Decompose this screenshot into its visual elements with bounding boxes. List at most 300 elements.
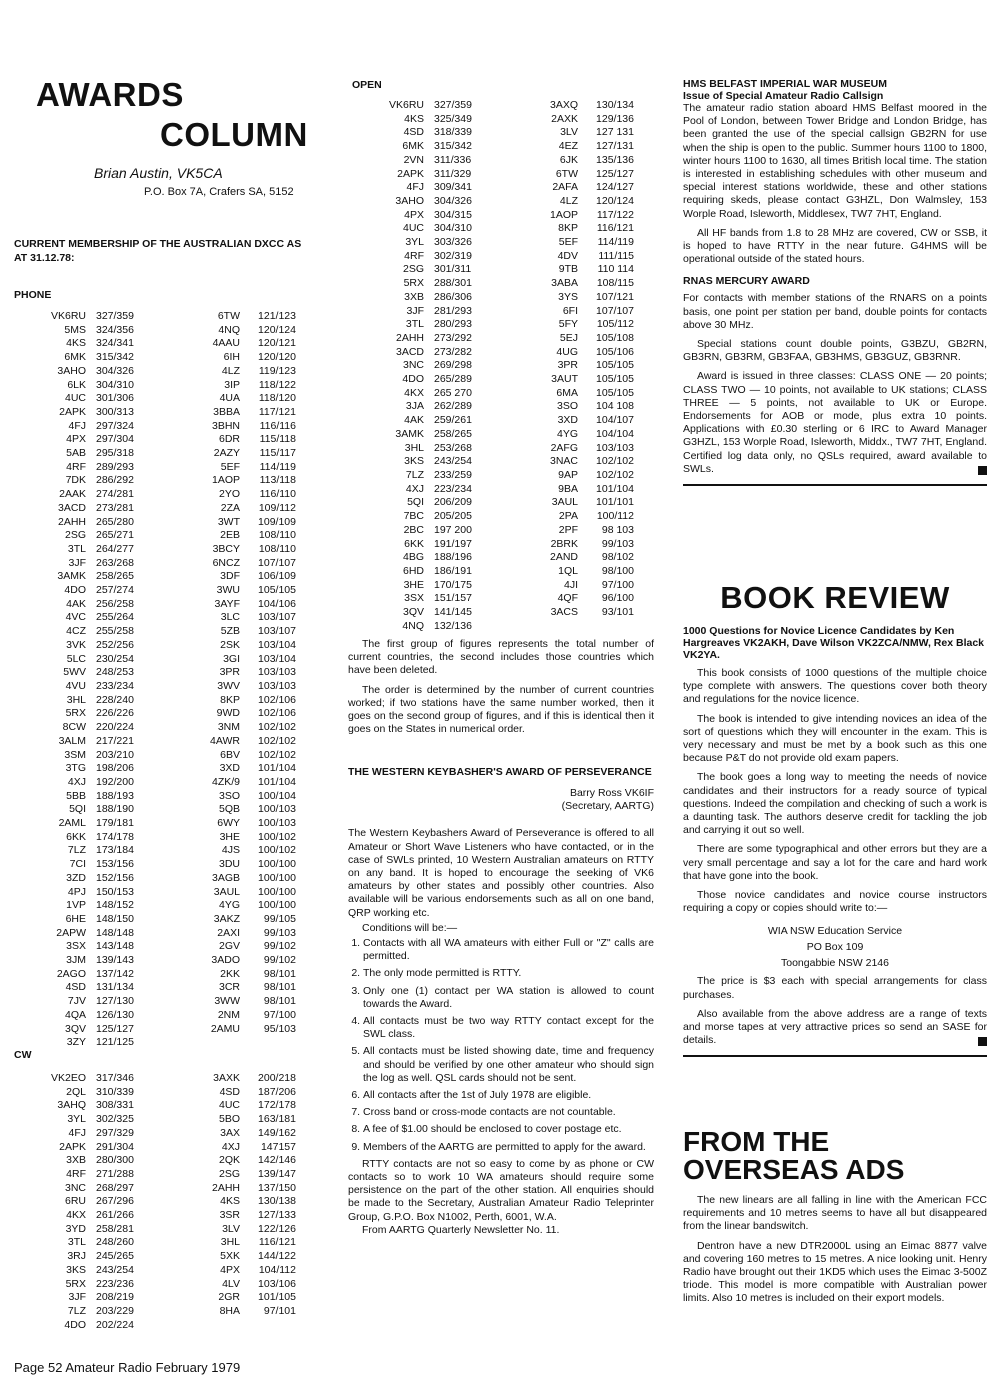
book-review-para-1: This book consists of 1000 questions of the multiple choice type complete with answers. The questions cover both theory and regulations for the novice licence. — [683, 667, 987, 706]
callsign-cell: 3QV — [402, 606, 424, 619]
callsign-cell: 3ACD — [395, 345, 424, 358]
score-cell: 131/134 — [96, 981, 134, 994]
score-cell: 228/240 — [96, 693, 134, 706]
callsign-cell: 2KK — [220, 967, 240, 980]
table-row — [30, 776, 296, 790]
callsign-cell: 4LZ — [559, 194, 578, 207]
book-review-title: BOOK REVIEW — [720, 580, 950, 615]
callsign-cell: 3NC — [402, 359, 424, 372]
score-cell: 107/107 — [258, 556, 296, 569]
table-row — [368, 113, 634, 127]
score-cell: 253/268 — [434, 441, 472, 454]
callsign-cell: 3HL — [220, 1236, 240, 1249]
score-cell: 324/341 — [96, 337, 134, 350]
table-row — [30, 913, 296, 927]
rnas-para-3 — [683, 370, 987, 476]
score-cell: 223/236 — [96, 1277, 134, 1290]
score-cell: 301/306 — [96, 392, 134, 405]
score-cell: 100/100 — [258, 871, 296, 884]
score-cell: 113/118 — [259, 474, 296, 487]
callsign-cell: 2NM — [217, 1008, 240, 1021]
callsign-cell: 4LV — [222, 1277, 240, 1290]
score-cell: 120/124 — [258, 323, 296, 336]
table-row — [368, 400, 634, 414]
callsign-cell: 2SG — [64, 529, 86, 542]
score-cell: 116/121 — [596, 222, 634, 235]
callsign-cell: 2AMU — [210, 1022, 240, 1035]
table-row — [30, 735, 296, 749]
callsign-cell: 5FY — [558, 318, 578, 331]
score-cell: 100/100 — [258, 885, 296, 898]
callsign-cell: 6JK — [559, 153, 578, 166]
callsign-cell: 3SR — [219, 1209, 240, 1222]
callsign-cell: 4PJ — [67, 885, 86, 898]
condition-item: 6. All contacts after the 1st of July 1978 are eligible. — [363, 1089, 654, 1102]
callsign-cell: 3BHN — [211, 419, 240, 432]
score-cell: 303/326 — [434, 236, 472, 249]
score-cell: 104/106 — [258, 597, 296, 610]
score-cell: 308/331 — [96, 1099, 134, 1112]
callsign-cell: 3NAC — [549, 455, 578, 468]
callsign-cell: 1VP — [66, 899, 86, 912]
score-cell: 148/148 — [96, 926, 134, 939]
callsign-cell: 3LC — [220, 611, 240, 624]
score-cell: 226/226 — [96, 707, 134, 720]
score-cell: 117/121 — [258, 405, 296, 418]
score-cell: 142/146 — [258, 1154, 296, 1167]
score-cell: 104 108 — [596, 400, 634, 413]
callsign-cell: 2SK — [220, 638, 240, 651]
score-cell: 105/108 — [596, 331, 634, 344]
overseas-ads-para-1: The new linears are all falling in line with the American FCC requirements and 10 metres seems to have all but disappeared from the linear bandswitch. — [683, 1194, 987, 1233]
open-heading: OPEN — [352, 79, 382, 91]
score-cell: 103/103 — [258, 679, 296, 692]
score-cell: 105/105 — [258, 584, 296, 597]
score-cell: 141/145 — [434, 606, 472, 619]
table-row — [30, 1182, 296, 1196]
callsign-cell — [182, 1036, 250, 1050]
table-row — [30, 392, 296, 406]
score-cell: 280/293 — [434, 318, 472, 331]
rnas-para-1: For contacts with member stations of the RNARS on a points basis, one point per station per band, double points for contacts above 30 MHz. — [683, 292, 987, 331]
score-cell: 187/206 — [258, 1085, 296, 1098]
score-cell: 264/277 — [96, 542, 134, 555]
score-cell: 297/329 — [96, 1126, 134, 1139]
table-row — [30, 981, 296, 995]
keybasher-author: Barry Ross VK6IF — [569, 787, 654, 799]
score-cell: 106/109 — [258, 570, 296, 583]
score-cell: 102/102 — [258, 748, 296, 761]
callsign-cell: 4QF — [557, 592, 578, 605]
score-cell: 122/126 — [258, 1222, 296, 1235]
table-row — [368, 579, 634, 593]
page-footer: Page 52 Amateur Radio February 1979 — [14, 1360, 241, 1375]
score-cell: 243/254 — [96, 1263, 134, 1276]
phone-heading: PHONE — [14, 289, 52, 301]
score-cell: 230/254 — [96, 652, 134, 665]
score-cell: 265/271 — [96, 529, 134, 542]
open-notes — [348, 638, 654, 736]
callsign-cell: 9AP — [558, 468, 578, 481]
table-row — [30, 653, 296, 667]
callsign-cell: 2YO — [218, 488, 240, 501]
table-row — [368, 250, 634, 264]
score-cell: 100/103 — [258, 817, 296, 830]
callsign-cell: 6TW — [555, 167, 578, 180]
score-cell: 108/115 — [596, 277, 634, 290]
callsign-cell: 3NM — [217, 721, 240, 734]
score-cell: 139/143 — [96, 954, 134, 967]
callsign-cell: 3AMK — [395, 427, 424, 440]
callsign-cell: 2AFA — [552, 181, 578, 194]
callsign-cell: 5RX — [65, 1277, 86, 1290]
score-cell: 208/219 — [96, 1291, 134, 1304]
callsign-cell: 3YS — [558, 290, 578, 303]
callsign-cell: 3ZD — [66, 871, 86, 884]
table-row — [368, 332, 634, 346]
score-cell: 309/341 — [434, 181, 472, 194]
score-cell: 311/329 — [434, 167, 472, 180]
callsign-cell: 2AHH — [395, 331, 424, 344]
book-review-para-4: There are some typographical and other errors but they are a very small percentage and say a lot for the care and hard work that have gone into the book. — [683, 843, 987, 882]
score-cell: 105/105 — [596, 359, 634, 372]
score-cell: 318/339 — [434, 126, 472, 139]
score-cell: 188/196 — [434, 551, 472, 564]
callsign-cell: 3DF — [220, 570, 240, 583]
table-row — [368, 359, 634, 373]
callsign-cell: 2GR — [218, 1291, 240, 1304]
callsign-cell: 6NCZ — [212, 556, 240, 569]
callsign-cell: 4KX — [404, 386, 424, 399]
score-cell: 102/106 — [258, 693, 296, 706]
score-cell: 304/326 — [434, 194, 472, 207]
table-row — [368, 181, 634, 195]
callsign-cell: 2QK — [218, 1154, 240, 1167]
score-cell: 139/147 — [258, 1167, 296, 1180]
condition-item: 4. All contacts must be two way RTTY contact except for the SWL class. — [363, 1015, 654, 1041]
score-cell: 101/104 — [258, 775, 296, 788]
score-cell: 103/104 — [258, 652, 296, 665]
score-cell: 291/304 — [96, 1140, 134, 1153]
table-row — [368, 387, 634, 401]
condition-item: 3. Only one (1) contact per WA station is allowed to count towards the Award. — [363, 985, 654, 1011]
score-cell: 115/118 — [259, 433, 296, 446]
callsign-cell: 6HE — [65, 912, 86, 925]
callsign-cell: 5QI — [407, 496, 424, 509]
score-cell: 135/136 — [596, 153, 634, 166]
callsign-cell: 4KS — [66, 337, 86, 350]
overseas-ads-article — [683, 1128, 987, 1306]
score-cell: 116/121 — [258, 1236, 296, 1249]
callsign-cell: 7JV — [67, 995, 86, 1008]
score-cell: 325/349 — [434, 112, 472, 125]
score-cell: 289/293 — [96, 460, 134, 473]
open-note-2: The order is determined by the number of current countries worked; if two stations have the same number worked, then it goes on the second group of figures, and if this is identical then it goes on the States in numerical order. — [348, 683, 654, 736]
callsign-cell: 6TW — [217, 310, 240, 322]
callsign-cell: 2AXK — [551, 112, 578, 125]
table-row — [30, 1305, 296, 1319]
callsign-cell: 3KS — [404, 455, 424, 468]
callsign-cell: 3SM — [64, 748, 86, 761]
callsign-cell: 4NQ — [218, 323, 240, 336]
callsign-cell: 5BO — [218, 1113, 240, 1126]
callsign-cell: 7BC — [403, 510, 424, 523]
callsign-cell: 9BA — [558, 482, 578, 495]
score-cell: 98/101 — [263, 981, 296, 994]
callsign-cell: 3AUL — [551, 496, 578, 509]
score-cell: 203/229 — [96, 1304, 134, 1317]
callsign-cell: 4UC — [218, 1099, 240, 1112]
callsign-cell: 4DO — [64, 1318, 86, 1331]
table-row — [30, 639, 296, 653]
table-row — [30, 1141, 296, 1155]
score-cell: 109/109 — [258, 515, 296, 528]
callsign-cell: 5EF — [558, 236, 578, 249]
callsign-cell: 4DO — [402, 373, 424, 386]
score-cell — [250, 1319, 296, 1333]
score-cell: 144/122 — [258, 1250, 296, 1263]
callsign-cell: 4SD — [403, 126, 424, 139]
callsign-cell: 2QL — [66, 1085, 86, 1098]
table-row — [30, 995, 296, 1009]
table-row — [30, 1023, 296, 1037]
table-row — [30, 598, 296, 612]
score-cell: 200/218 — [258, 1072, 296, 1084]
callsign-cell: 3AHO — [57, 364, 86, 377]
table-row — [30, 461, 296, 475]
score-cell: 265/280 — [96, 515, 134, 528]
table-row — [368, 551, 634, 565]
table-row — [368, 496, 634, 510]
callsign-cell: 4RF — [66, 460, 86, 473]
score-cell: 258/281 — [96, 1222, 134, 1235]
table-row — [368, 483, 634, 497]
table-row — [30, 1223, 296, 1237]
callsign-cell: 4SD — [65, 981, 86, 994]
score-cell: 152/156 — [96, 871, 134, 884]
table-row — [30, 1209, 296, 1223]
table-row — [368, 620, 634, 634]
callsign-cell: 5AB — [66, 447, 86, 460]
belfast-para-1: The amateur radio station aboard HMS Belfast moored in the Pool of London, between Tower Bridge and London Bridge, has been granted the use of the special callsign GB2RN for use when the ship is open to the public. Summer hours 1100 to 1800, winter hours 1100 to 1630, all times British local time. The station is interested in establishing schedules with other museum and special interest stations worldwide, these and other stations requiring skeds, please contact G3HZL, Don Walmsley, 153 Worple Road, Isleworth, Middlesex, TW7 7HT, England. — [683, 102, 987, 220]
callsign-cell: 4PX — [404, 208, 424, 221]
phone-table — [30, 310, 296, 1050]
callsign-cell: 2AHH — [57, 515, 86, 528]
score-cell: 265 270 — [434, 386, 472, 399]
callsign-cell: 3ACS — [550, 606, 578, 619]
score-cell: 233/234 — [96, 679, 134, 692]
score-cell: 188/193 — [96, 789, 134, 802]
table-row — [368, 346, 634, 360]
score-cell: 103/103 — [258, 666, 296, 679]
callsign-cell: 3AHQ — [57, 1099, 86, 1112]
callsign-cell: 4XJ — [405, 482, 424, 495]
callsign-cell: 2VN — [403, 153, 424, 166]
callsign-cell: 2AGO — [56, 967, 86, 980]
cw-table — [30, 1072, 296, 1332]
table-row — [30, 886, 296, 900]
callsign-cell: 1QL — [558, 564, 578, 577]
score-cell: 125/127 — [96, 1022, 134, 1035]
callsign-cell: 3KS — [66, 1263, 86, 1276]
table-row — [30, 324, 296, 338]
table-row — [30, 954, 296, 968]
score-cell: 273/292 — [434, 331, 472, 344]
callsign-cell: 5QB — [218, 803, 240, 816]
table-row — [30, 1036, 296, 1050]
score-cell: 127/130 — [96, 995, 134, 1008]
keybasher-conditions-label: Conditions will be:— — [362, 921, 458, 934]
table-row — [30, 529, 296, 543]
score-cell: 203/210 — [96, 748, 134, 761]
callsign-cell: 4XJ — [221, 1140, 240, 1153]
callsign-cell: 2AHH — [211, 1181, 240, 1194]
keybasher-closing: RTTY contacts are not so easy to come by as phone or CW contacts so to work 10 WA amateurs should require some persistence on the part of the other station. All enquiries should be made to the Secretary, Australian Amateur Radio Teleprinter Group, G.P.O. Box N1002, Perth, 6001, W.A. — [348, 1157, 654, 1223]
score-cell: 103/103 — [596, 441, 634, 454]
score-cell: 117/122 — [596, 208, 634, 221]
table-row — [30, 694, 296, 708]
score-cell: 281/293 — [434, 304, 472, 317]
callsign-cell: 2AML — [58, 817, 86, 830]
callsign-cell: 4FJ — [68, 1126, 86, 1139]
keybasher-intro: The Western Keybashers Award of Perseverance is offered to all Amateur or Short Wave Listeners who have contacted, or in the case of SWLs printed, 10 Western Australian amateurs on RTTY on any band. It is hoped to encourage the seeking of VK6 amateurs by other states and possibly other countries. Also available will be various endorsements such as all on one band, QRP working etc. — [348, 827, 654, 919]
score-cell: 107/121 — [596, 290, 634, 303]
score-cell: 124/127 — [596, 181, 634, 194]
callsign-cell: 3XD — [557, 414, 578, 427]
score-cell: 248/253 — [96, 666, 134, 679]
score-cell: 273/281 — [96, 501, 134, 514]
callsign-cell: 3HL — [404, 441, 424, 454]
score-cell: 102/102 — [258, 734, 296, 747]
callsign-cell: 2SG — [218, 1167, 240, 1180]
score-cell: 257/274 — [96, 584, 134, 597]
score-cell: 301/311 — [434, 263, 472, 276]
score-cell: 100/100 — [258, 858, 296, 871]
table-row — [368, 373, 634, 387]
callsign-cell: 3TL — [67, 542, 86, 555]
score-cell: 105/106 — [596, 345, 634, 358]
callsign-cell: VK6RU — [388, 99, 424, 111]
table-row — [30, 502, 296, 516]
overseas-ads-para-2: Dentron have a new DTR2000L using an Eimac 8877 valve and covering 160 metres to 15 metres. A nice looking unit. Henry Radio have brought out their 1KD5 which uses the Eimac 3-500Z triode. This model is more compatible with Australian power limits. Also 10 metres is included on their export models. — [683, 1239, 987, 1305]
callsign-cell: 4EZ — [558, 140, 578, 153]
callsign-cell: 6KK — [404, 537, 424, 550]
table-row — [30, 666, 296, 680]
callsign-cell: 4AAU — [212, 337, 240, 350]
score-cell: 114/119 — [597, 236, 634, 249]
belfast-para-2: All HF bands from 1.8 to 28 MHz are covered, CW or SSB, it is hoped to have RTTY in the near future. G4HMS will be operational outside of the stated hours. — [683, 226, 987, 266]
callsign-cell: 3SX — [404, 592, 424, 605]
score-cell: 137/150 — [258, 1181, 296, 1194]
score-cell: 95/103 — [263, 1022, 296, 1035]
score-cell: 93/101 — [601, 606, 634, 619]
callsign-cell: 1AOP — [211, 474, 240, 487]
table-row — [30, 351, 296, 365]
callsign-cell: 4KX — [66, 1209, 86, 1222]
keybasher-author-org: (Secretary, AARTG) — [561, 800, 654, 813]
score-cell: 304/326 — [96, 364, 134, 377]
callsign-cell: 5RX — [403, 277, 424, 290]
score-cell: 130/138 — [258, 1195, 296, 1208]
condition-item: 5. All contacts must be listed showing date, time and frequency and should be verified by one other amateur who should sign the log as well. QSL cards should not be sent. — [363, 1045, 654, 1085]
score-cell: 163/181 — [258, 1113, 296, 1126]
callsign-cell: 3VK — [66, 638, 86, 651]
book-review-subtitle: 1000 Questions for Novice Licence Candidates by Ken Hargreaves VK2AKH, Dave Wilson VK2ZCA/NMW, Rex Black VK2YA. — [683, 625, 985, 661]
callsign-cell: 3TG — [65, 762, 86, 775]
callsign-cell: 3AXQ — [549, 99, 578, 111]
score-cell: 191/197 — [434, 537, 472, 550]
callsign-cell: 3WT — [217, 515, 240, 528]
callsign-cell: 4SD — [219, 1085, 240, 1098]
score-cell: 174/178 — [96, 830, 134, 843]
table-row — [30, 1099, 296, 1113]
score-cell: 273/282 — [434, 345, 472, 358]
score-cell: 173/184 — [96, 844, 134, 857]
callsign-cell: 2AAK — [59, 488, 86, 501]
table-row — [368, 277, 634, 291]
table-row — [30, 1291, 296, 1305]
membership-heading: CURRENT MEMBERSHIP OF THE AUSTRALIAN DXCC AS AT 31.12.78: — [14, 238, 302, 264]
score-cell: 280/300 — [96, 1154, 134, 1167]
score-cell: 223/234 — [434, 482, 472, 495]
table-row — [30, 447, 296, 461]
callsign-cell: 3WV — [217, 679, 240, 692]
score-cell: 179/181 — [96, 817, 134, 830]
table-row — [368, 524, 634, 538]
callsign-cell: 3JF — [68, 1291, 86, 1304]
table-row — [368, 469, 634, 483]
callsign-cell: 4XJ — [67, 775, 86, 788]
score-cell: 100/100 — [258, 899, 296, 912]
callsign-cell: 4UG — [556, 345, 578, 358]
table-row — [368, 195, 634, 209]
callsign-cell: 3SO — [218, 789, 240, 802]
callsign-cell: 4AK — [404, 414, 424, 427]
score-cell: 129/136 — [596, 112, 634, 125]
callsign-cell: 3ALM — [58, 734, 86, 747]
score-cell: 261/266 — [96, 1209, 134, 1222]
callsign-cell: 4LZ — [221, 364, 240, 377]
callsign-cell: 3ZY — [66, 1036, 86, 1049]
score-cell: 104/107 — [596, 414, 634, 427]
table-row — [30, 474, 296, 488]
condition-item: 9. Members of the AARTG are permitted to apply for the award. — [363, 1141, 654, 1154]
callsign-cell: 3XB — [66, 1154, 86, 1167]
callsign-cell: 4AWR — [210, 734, 240, 747]
score-cell: 302/325 — [96, 1113, 134, 1126]
score-cell: 99/102 — [263, 940, 296, 953]
score-cell: 100/103 — [258, 803, 296, 816]
score-cell: 300/313 — [96, 405, 134, 418]
callsign-cell: 3JA — [405, 400, 424, 413]
table-row — [30, 749, 296, 763]
score-cell: 99/103 — [601, 537, 634, 550]
score-cell: 119/123 — [258, 364, 296, 377]
callsign-cell: 4FJ — [406, 181, 424, 194]
table-row — [368, 222, 634, 236]
callsign-cell: 3NC — [64, 1181, 86, 1194]
score-cell — [250, 1036, 296, 1050]
callsign-cell: 3RJ — [67, 1250, 86, 1263]
table-row — [30, 1278, 296, 1292]
table-row — [30, 337, 296, 351]
callsign-cell: 6DR — [218, 433, 240, 446]
score-cell: 297/304 — [96, 433, 134, 446]
rnas-para-3-text: Award is issued in three classes: CLASS ONE — 20 points; CLASS TWO — 10 points, not available to UK stations; CLASS THREE — 5 points, not available to UK or Europe. Endorsements for AOB or mode, plus extra 10 points. Applications with £0.30 sterling or 6 IRC to Award Manager G3HZL, 153 Worple Road, Isleworth, Middx., TW7 7HT, England. Certified log data only, no QSLs required, award available to SWLs. — [683, 370, 987, 475]
callsign-cell: 5QI — [69, 803, 86, 816]
table-row — [30, 1319, 296, 1333]
table-row — [30, 762, 296, 776]
